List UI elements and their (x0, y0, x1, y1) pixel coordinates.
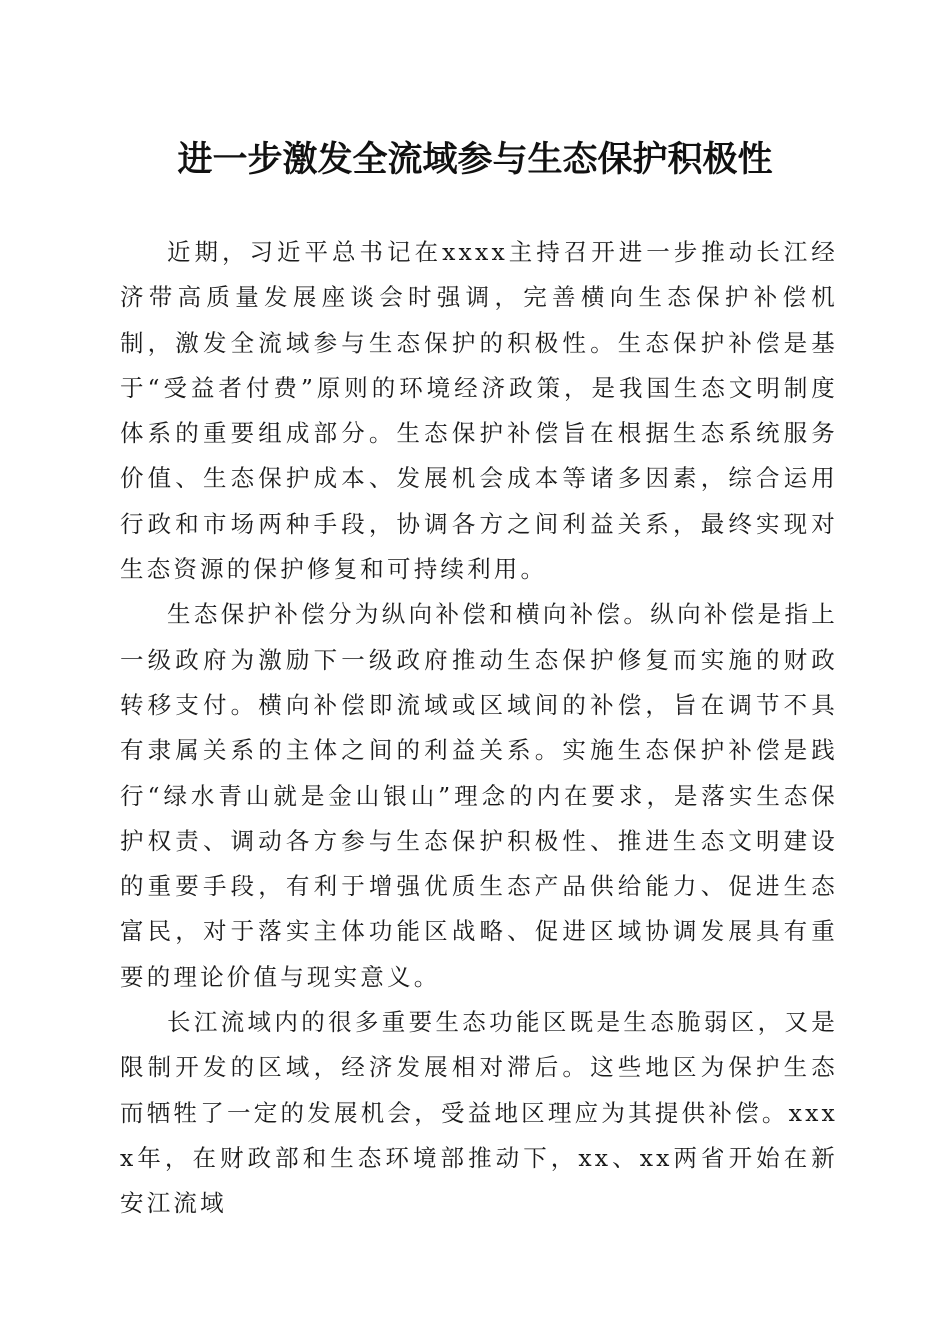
paragraph-2: 生态保护补偿分为纵向补偿和横向补偿。纵向补偿是指上一级政府为激励下一级政府推动生态保护修复而实施的财政转移支付。横向补偿即流域或区域间的补偿，旨在调节不具有隶属关系的主体之间的利益关系。实施生态保护补偿是践行“绿水青山就是金山银山”理念的内在要求，是落实生态保护权责、调动各方参与生态保护积极性、推进生态文明建设的重要手段，有利于增强优质生态产品供给能力、促进生态富民，对于落实主体功能区战略、促进区域协调发展具有重要的理论价值与现实意义。 (120, 600, 838, 991)
document-body (120, 230, 838, 1227)
paragraph-3: 长江流域内的很多重要生态功能区既是生态脆弱区，又是限制开发的区域，经济发展相对滞后。这些地区为保护生态而牺牲了一定的发展机会，受益地区理应为其提供补偿。xxxx年，在财政部和生态环境部推动下，xx、xx两省开始在新安江流域 (120, 1008, 838, 1218)
document-title: 进一步激发全流域参与生态保护积极性 (177, 139, 773, 180)
paragraph-1: 近期，习近平总书记在xxxx主持召开进一步推动长江经济带高质量发展座谈会时强调，完善横向生态保护补偿机制，激发全流域参与生态保护的积极性。生态保护补偿是基于“受益者付费”原则的环境经济政策，是我国生态文明制度体系的重要组成部分。生态保护补偿旨在根据生态系统服务价值、生态保护成本、发展机会成本等诸多因素，综合运用行政和市场两种手段，协调各方之间利益关系，最终实现对生态资源的保护修复和可持续利用。 (120, 238, 838, 584)
